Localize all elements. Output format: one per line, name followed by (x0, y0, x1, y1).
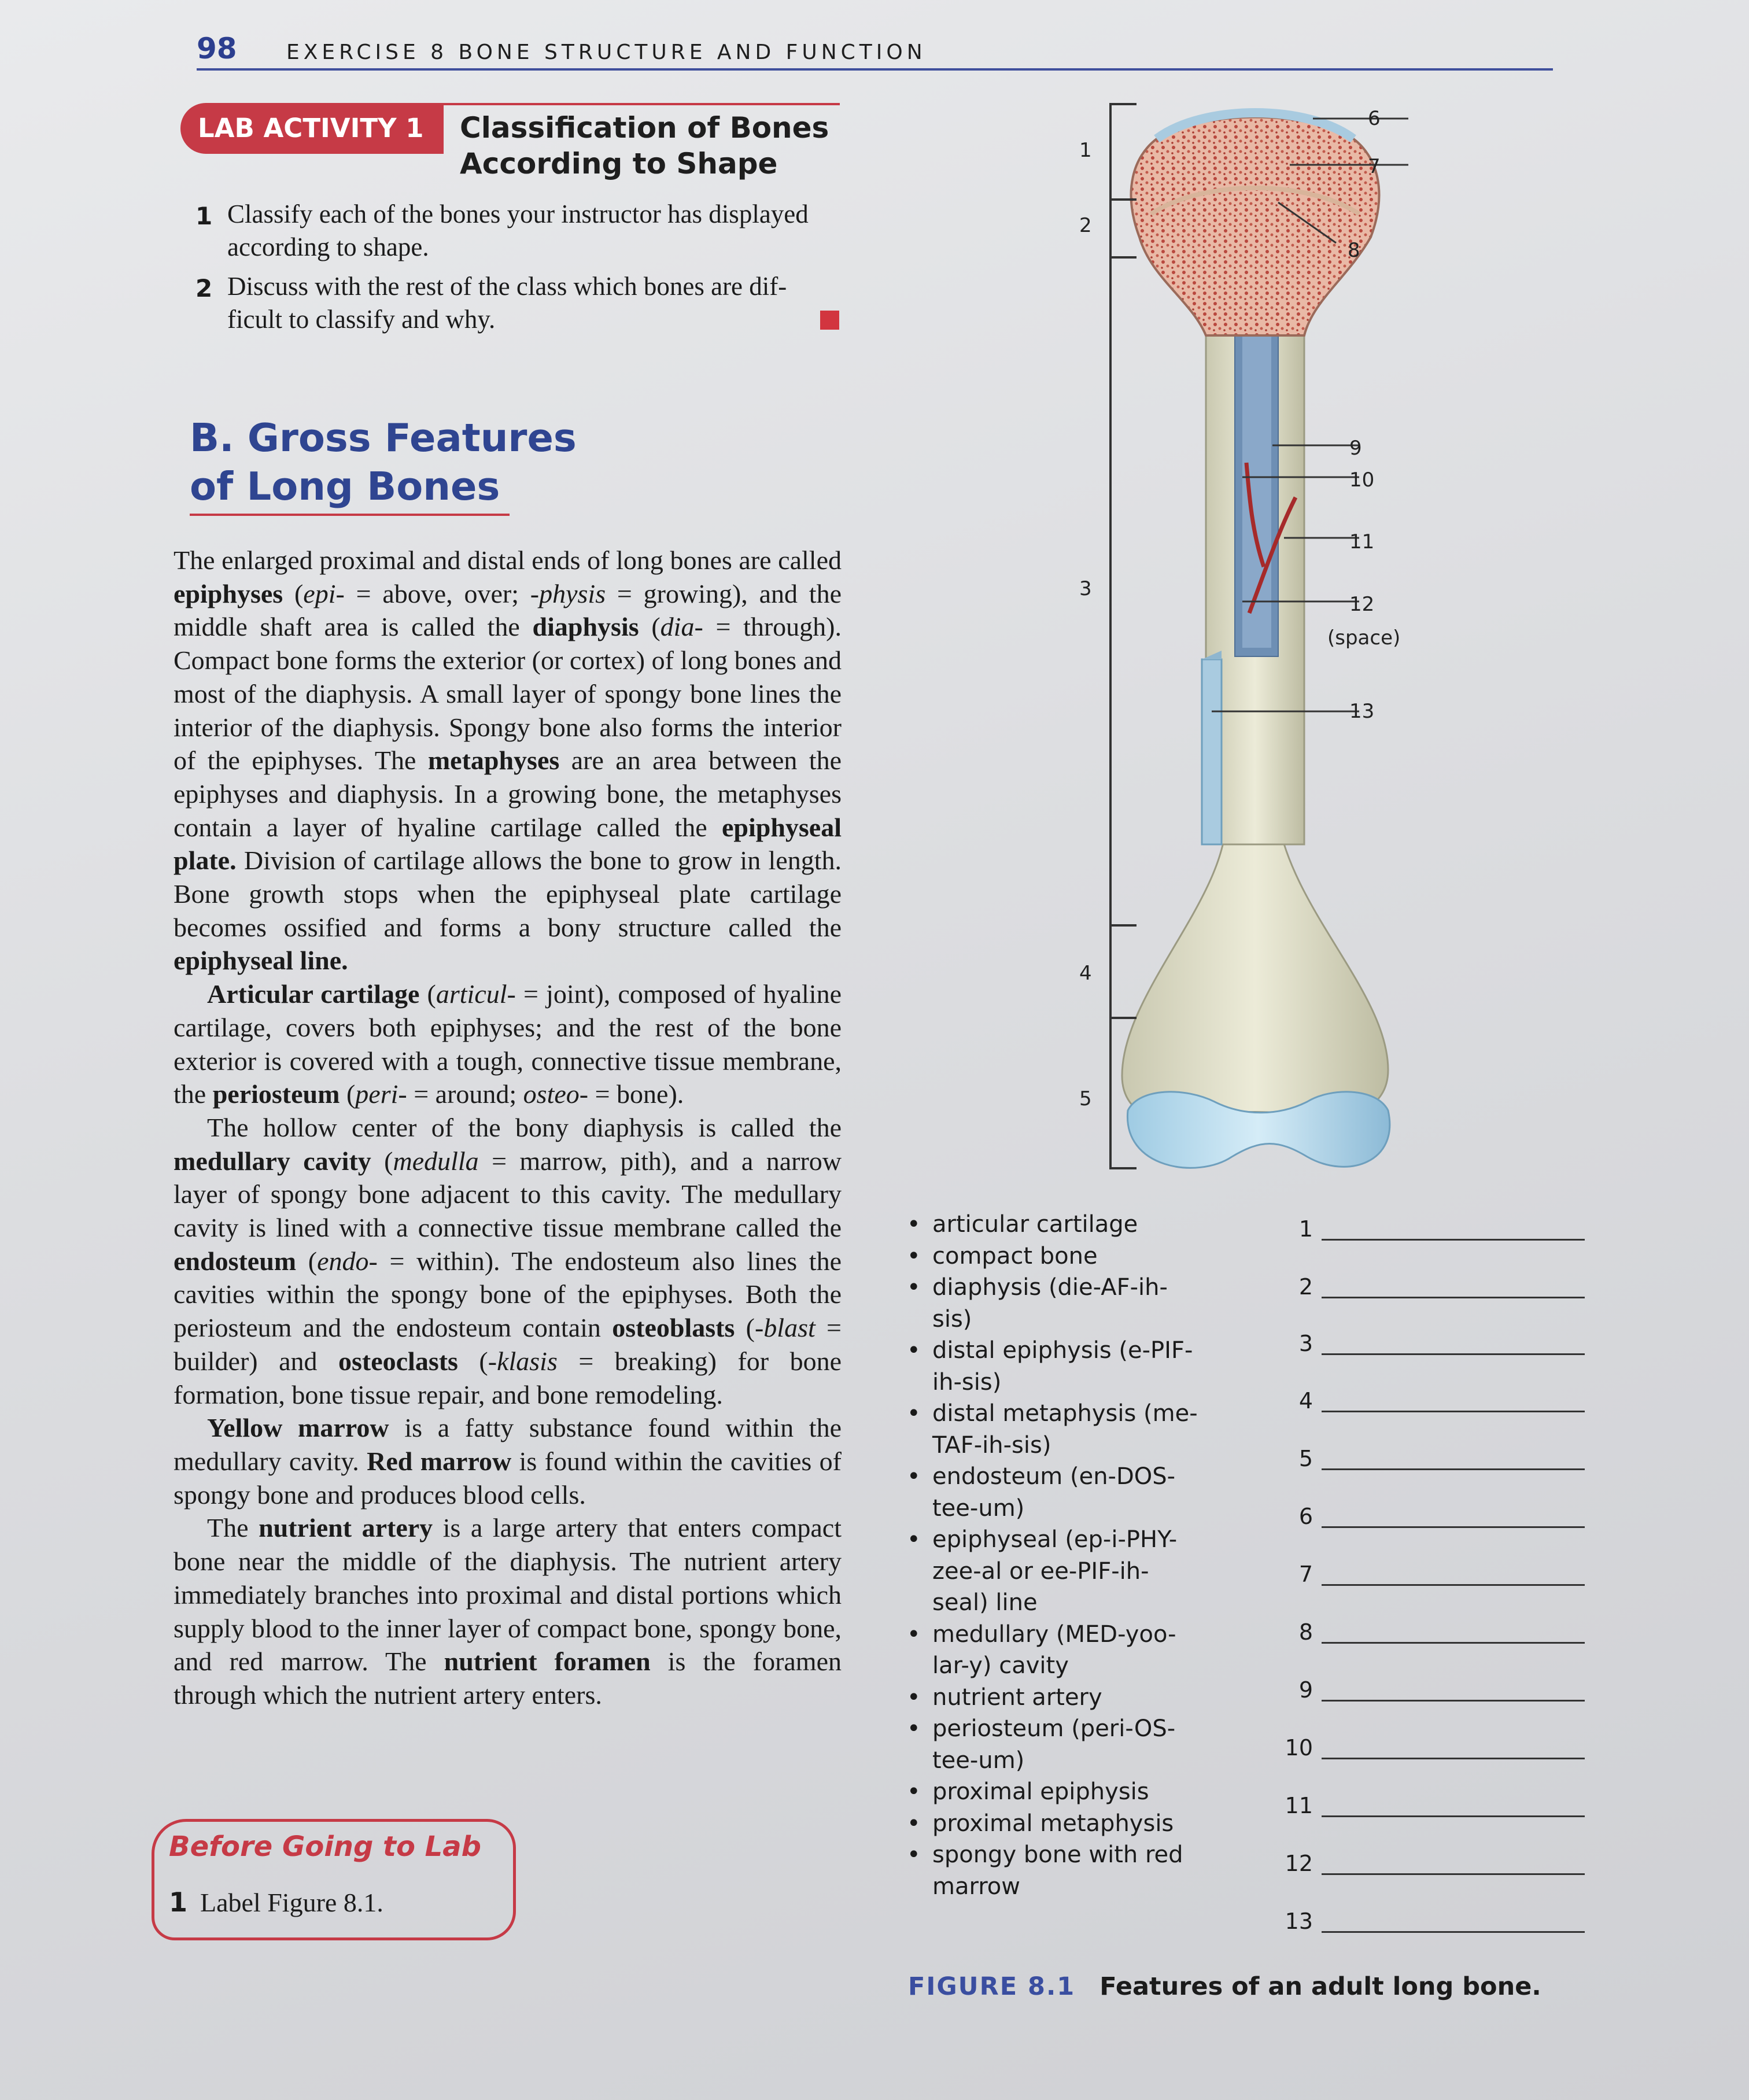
answer-number: 11 (1285, 1793, 1313, 1818)
term-item: • compact bone (902, 1241, 1203, 1272)
lab-activity-rule (444, 103, 840, 105)
before-lab-item (169, 1887, 383, 1918)
section-heading-line1: B. Gross Features (190, 415, 577, 460)
answer-line[interactable] (1322, 1468, 1585, 1470)
term-item: • nutrient artery (902, 1682, 1203, 1714)
answer-number: 10 (1285, 1735, 1313, 1761)
lab-title-line1: Classification of Bones (460, 111, 829, 145)
lab-step-number: 1 (195, 202, 213, 230)
lab-activity-badge: LAB ACTIVITY 1 (180, 103, 444, 154)
answer-line[interactable] (1322, 1297, 1585, 1298)
lab-step-text: according to shape. (227, 232, 429, 261)
answer-number: 13 (1285, 1909, 1313, 1934)
answer-row[interactable] (1249, 1619, 1573, 1648)
figure-caption-label: FIGURE 8.1 (908, 1972, 1076, 2001)
answer-row[interactable] (1249, 1562, 1573, 1590)
running-title: EXERCISE 8 BONE STRUCTURE AND FUNCTION (286, 40, 927, 64)
term-item: • proximal epiphysis (902, 1776, 1203, 1808)
figure-label: 4 (1079, 962, 1092, 985)
lab-step-text: Discuss with the rest of the class which bones are dif- (227, 272, 787, 301)
answer-line[interactable] (1322, 1700, 1585, 1702)
figure-label: 8 (1348, 239, 1360, 262)
header-rule (197, 68, 1553, 71)
section-heading (190, 414, 577, 511)
lab-title-line2: According to Shape (460, 147, 778, 180)
paragraph: Articular cartilage (articul- = joint), composed of hyaline cartilage, covers both epiphyses; and the rest of the bone exterior is covered with a tough, connective tissue membrane, the periosteum (peri- = around; osteo- = bone). (174, 979, 842, 1109)
figure-label: 10 (1349, 468, 1375, 492)
answer-row[interactable] (1249, 1909, 1573, 1937)
answer-row[interactable] (1249, 1851, 1573, 1880)
term-item: • epiphyseal (ep-i-PHY-zee-al or ee-PIF-ih-seal) line (902, 1524, 1203, 1619)
space-note: (space) (1327, 626, 1401, 649)
answer-number: 12 (1285, 1851, 1313, 1876)
term-item: • distal epiphysis (e-PIF-ih-sis) (902, 1335, 1203, 1398)
lab-step-text: ficult to classify and why. (227, 305, 496, 334)
term-list (902, 1209, 1203, 1902)
answer-row[interactable] (1249, 1216, 1573, 1245)
term-item: • periosteum (peri-OS-tee-um) (902, 1713, 1203, 1776)
answer-number: 4 (1298, 1388, 1313, 1413)
answer-row[interactable] (1249, 1274, 1573, 1303)
paragraph: Yellow marrow is a fatty substance found within the medullary cavity. Red marrow is found within the cavities of spongy bone and produces blood cells. (174, 1413, 842, 1510)
answer-line[interactable] (1322, 1873, 1585, 1875)
body-text (174, 544, 842, 1712)
answer-number: 1 (1298, 1216, 1313, 1242)
paragraph: The nutrient artery is a large artery that enters compact bone near the middle of the diaphysis. The nutrient artery immediately branches into proximal and distal portions which supply blood to the inner layer of compact bone, spongy bone, and red marrow. The nutrient foramen is the foramen through which the nutrient artery enters. (174, 1513, 842, 1710)
lab-step-text: Classify each of the bones your instructor has displayed (227, 200, 809, 228)
answer-line[interactable] (1322, 1353, 1585, 1355)
section-rule (190, 514, 510, 516)
answer-line[interactable] (1322, 1584, 1585, 1586)
term-item: • spongy bone with red marrow (902, 1839, 1203, 1902)
lab-step-1 (195, 198, 809, 264)
lab-step-2 (195, 270, 787, 336)
figure-label: 7 (1368, 155, 1381, 178)
term-item: • diaphysis (die-AF-ih-sis) (902, 1272, 1203, 1335)
figure-label: 1 (1079, 139, 1092, 162)
answer-row[interactable] (1249, 1793, 1573, 1822)
answer-row[interactable] (1249, 1331, 1573, 1360)
section-heading-line2: of Long Bones (190, 464, 500, 509)
before-lab-title: Before Going to Lab (169, 1830, 481, 1863)
figure-label: 12 (1349, 593, 1375, 616)
answer-number: 3 (1298, 1331, 1313, 1356)
before-lab-item-number: 1 (169, 1887, 188, 1918)
figure-caption-text: Features of an adult long bone. (1099, 1972, 1541, 2001)
figure-label: 3 (1079, 577, 1092, 600)
page-number: 98 (197, 32, 237, 65)
term-item: • endosteum (en-DOS-tee-um) (902, 1461, 1203, 1524)
lab-step-number: 2 (195, 274, 213, 302)
answer-number: 6 (1298, 1504, 1313, 1529)
paragraph: The enlarged proximal and distal ends of long bones are called epiphyses (epi- = above, over; -physis = growing), and the middle shaft area is called the diaphysis (dia- = through). Compact bone forms the exterior (or cortex) of long bones and most of the diaphysis. A small layer of spongy bone lines the interior of the diaphysis. Spongy bone also forms the interior of the epiphyses. The metaphyses are an area between the epiphyses and diaphysis. In a growing bone, the metaphyses contain a layer of hyaline cartilage called the epiphyseal plate. Division of cartilage allows the bone to grow in length. Bone growth stops when the epiphyseal plate cartilage becomes ossified and forms a bony structure called the epiphyseal line. (174, 545, 842, 976)
answer-line[interactable] (1322, 1526, 1585, 1528)
figure-label: 9 (1349, 437, 1362, 460)
lab-activity-title (460, 110, 829, 182)
figure-label: 13 (1349, 700, 1375, 723)
answer-line[interactable] (1322, 1931, 1585, 1933)
answer-number: 2 (1298, 1274, 1313, 1300)
answer-row[interactable] (1249, 1388, 1573, 1417)
end-of-activity-square (820, 311, 839, 330)
answer-number: 5 (1298, 1446, 1313, 1471)
answer-line[interactable] (1322, 1239, 1585, 1241)
answer-number: 7 (1298, 1562, 1313, 1587)
term-item: • distal metaphysis (me-TAF-ih-sis) (902, 1398, 1203, 1461)
answer-line[interactable] (1322, 1815, 1585, 1817)
figure-label: 2 (1079, 214, 1092, 237)
figure-label: 5 (1079, 1087, 1092, 1110)
answer-number: 9 (1298, 1677, 1313, 1703)
before-lab-item-text: Label Figure 8.1. (200, 1888, 383, 1917)
figure-label: 11 (1349, 530, 1375, 553)
figure-label: 6 (1368, 107, 1381, 130)
answer-number: 8 (1298, 1619, 1313, 1645)
answer-row[interactable] (1249, 1735, 1573, 1764)
paragraph: The hollow center of the bony diaphysis is called the medullary cavity (medulla = marrow, pith), and a narrow layer of spongy bone adjacent to this cavity. The medullary cavity is lined with a connective tissue membrane called the endosteum (endo- = within). The endosteum also lines the cavities within the spongy bone of the epiphyses. Both the periosteum and the endosteum contain osteoblasts (-blast = builder) and osteoclasts (-klasis = breaking) for bone formation, bone tissue repair, and bone remodeling. (174, 1112, 842, 1409)
term-item: • medullary (MED-yoo-lar-y) cavity (902, 1619, 1203, 1682)
answer-line[interactable] (1322, 1758, 1585, 1759)
answer-row[interactable] (1249, 1504, 1573, 1533)
answer-row[interactable] (1249, 1446, 1573, 1475)
answer-line[interactable] (1322, 1411, 1585, 1412)
answer-line[interactable] (1322, 1642, 1585, 1644)
answer-row[interactable] (1249, 1677, 1573, 1706)
term-item: • articular cartilage (902, 1209, 1203, 1241)
term-item: • proximal metaphysis (902, 1808, 1203, 1840)
figure-caption (908, 1972, 1541, 2001)
